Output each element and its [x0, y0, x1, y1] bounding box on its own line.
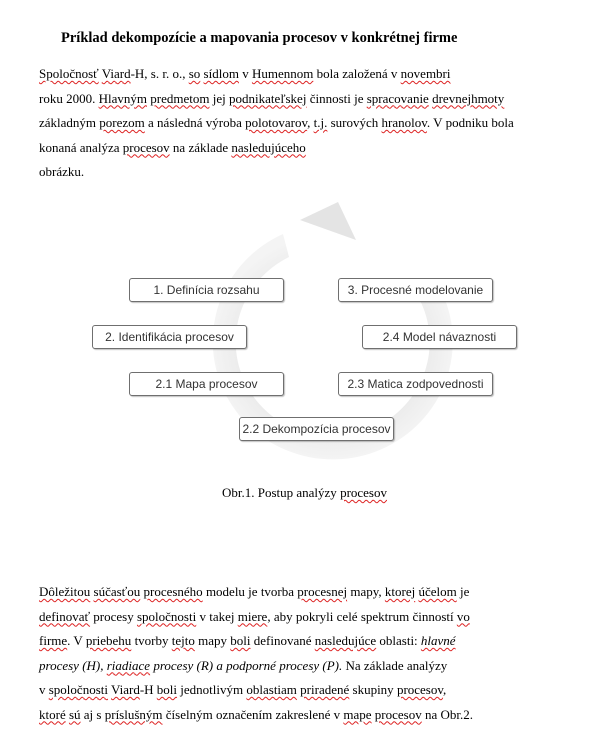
text-run: je: [456, 584, 470, 599]
text-run: v: [39, 682, 49, 697]
spellcheck-word: procesov: [396, 682, 444, 697]
spellcheck-word: procesov: [340, 485, 387, 500]
text-run: modelu je tvorba: [202, 584, 298, 599]
text-run: bola založená v: [313, 66, 401, 81]
spellcheck-word: procesov: [122, 139, 170, 155]
spellcheck-word: tejto: [171, 633, 195, 648]
box-identifikacia-procesov: 2. Identifikácia procesov: [92, 325, 247, 349]
spellcheck-word: boli: [230, 633, 251, 648]
spellcheck-word: definovať: [39, 608, 91, 624]
spellcheck-word: účelom: [418, 584, 457, 599]
text-run: procesy: [90, 608, 137, 624]
spellcheck-word: drevnejhmoty: [432, 90, 505, 106]
text-run: Obr.1. Postup analýzy: [221, 485, 341, 500]
spellcheck-word: vo: [456, 608, 470, 624]
text-run: a následná výroba: [144, 115, 246, 130]
spellcheck-word: predmetom: [150, 90, 210, 106]
text-line: [39, 633, 456, 649]
box-definicia-rozsahu: 1. Definícia rozsahu: [129, 278, 284, 302]
spellcheck-word: procesov: [374, 706, 422, 722]
spellcheck-word: spracovanie: [366, 90, 429, 106]
spellcheck-word: ktorej: [384, 584, 416, 599]
text-run: na Obr.2.: [421, 706, 473, 722]
process-diagram: [0, 180, 609, 470]
spellcheck-word: hranolov: [381, 115, 427, 130]
text-run: procesy (R) a podporné procesy (P).: [150, 657, 343, 673]
spellcheck-word: ktoré: [39, 706, 66, 722]
spellcheck-word: t.j.: [313, 115, 328, 130]
text-run: činnosti je: [306, 90, 367, 106]
spellcheck-word: priebehu: [85, 633, 132, 648]
spellcheck-word: podnikateľskej: [228, 90, 307, 106]
text-run: procesy (H),: [39, 657, 107, 673]
spellcheck-word: hlavné: [420, 633, 456, 648]
text-run: ,: [443, 682, 447, 697]
document-title: Príklad dekompozície a mapovania procesov v konkrétnej firme: [61, 30, 458, 46]
text-run: konaná analýza: [39, 139, 123, 155]
text-line: [39, 682, 446, 698]
spellcheck-word: miere: [237, 608, 268, 624]
spellcheck-word: procesnej: [297, 584, 348, 599]
spellcheck-word: priradené: [300, 682, 350, 697]
spellcheck-word: príslušným: [104, 706, 163, 722]
spellcheck-word: Spoločnosť: [39, 66, 99, 81]
spellcheck-word: porezom: [99, 115, 145, 130]
text-run: surových: [327, 115, 382, 130]
text-line: [39, 584, 469, 600]
spellcheck-word: Hlavným: [98, 90, 147, 106]
text-line: [39, 658, 447, 674]
text-run: -H: [139, 682, 157, 697]
spellcheck-word: spoločnosti: [48, 682, 108, 697]
spellcheck-word: Viard: [101, 66, 131, 81]
box-model-navaznosti: 2.4 Model návaznosti: [362, 325, 517, 349]
text-line: [39, 115, 514, 131]
text-line: [39, 91, 504, 107]
text-run: v: [238, 66, 252, 81]
spellcheck-word: súčasťou: [93, 584, 141, 599]
text-run: obrázku.: [39, 164, 85, 179]
spellcheck-word: riadiace: [106, 657, 151, 673]
spellcheck-word: oblastiam: [246, 682, 297, 697]
text-run: definované: [250, 633, 315, 648]
spellcheck-word: procesného: [143, 584, 203, 599]
text-run: oblasti:: [376, 633, 421, 648]
spellcheck-word: Dôležitou: [39, 584, 91, 599]
text-run: ,: [307, 115, 314, 130]
text-run: tvorby: [131, 633, 172, 648]
spellcheck-word: Viard: [111, 682, 140, 697]
text-line: [39, 140, 306, 156]
spellcheck-word: sú: [68, 706, 81, 722]
spellcheck-word: nasledujúceho: [231, 139, 306, 155]
spellcheck-word: nasledujúce: [314, 633, 377, 648]
text-run: skupiny: [349, 682, 397, 697]
text-run: jednotlivým: [177, 682, 247, 697]
box-matica-zodpovednosti: 2.3 Matica zodpovednosti: [338, 372, 493, 396]
spellcheck-word: sídlom: [203, 66, 239, 81]
text-run: . V podniku bola: [426, 115, 514, 130]
spellcheck-word: so: [188, 66, 201, 81]
text-run: mapy,: [347, 584, 385, 599]
text-run: jej: [209, 90, 229, 106]
text-run: číselným označením zakreslené v: [162, 706, 344, 722]
spellcheck-word: mape: [343, 706, 372, 722]
text-run: roku 2000.: [39, 90, 99, 106]
text-run: mapy: [194, 633, 231, 648]
text-line: [39, 164, 84, 180]
text-run: . V: [67, 633, 86, 648]
spellcheck-word: firme: [39, 633, 68, 648]
text-run: na základe: [169, 139, 232, 155]
box-dekompozicia-procesov: 2.2 Dekompozícia procesov: [239, 417, 394, 441]
spellcheck-word: polotovarov: [245, 115, 308, 130]
text-run: aj s: [80, 706, 105, 722]
box-mapa-procesov: 2.1 Mapa procesov: [129, 372, 284, 396]
figure-caption: [0, 485, 609, 501]
box-procesne-modelovanie: 3. Procesné modelovanie: [338, 278, 493, 302]
text-run: , aby pokryli celé spektrum činností: [267, 608, 457, 624]
spellcheck-word: Humennom: [251, 66, 314, 81]
spellcheck-word: spoločnosti: [136, 608, 197, 624]
spellcheck-word: novembri: [400, 66, 451, 81]
text-line: [39, 707, 473, 723]
text-run: základným: [39, 115, 100, 130]
text-line: [39, 609, 470, 625]
text-line: [39, 66, 451, 82]
spellcheck-word: boli: [156, 682, 178, 697]
text-run: -H, s. r. o.,: [130, 66, 189, 81]
text-run: Na základe analýzy: [342, 657, 448, 673]
text-run: v takej: [196, 608, 238, 624]
